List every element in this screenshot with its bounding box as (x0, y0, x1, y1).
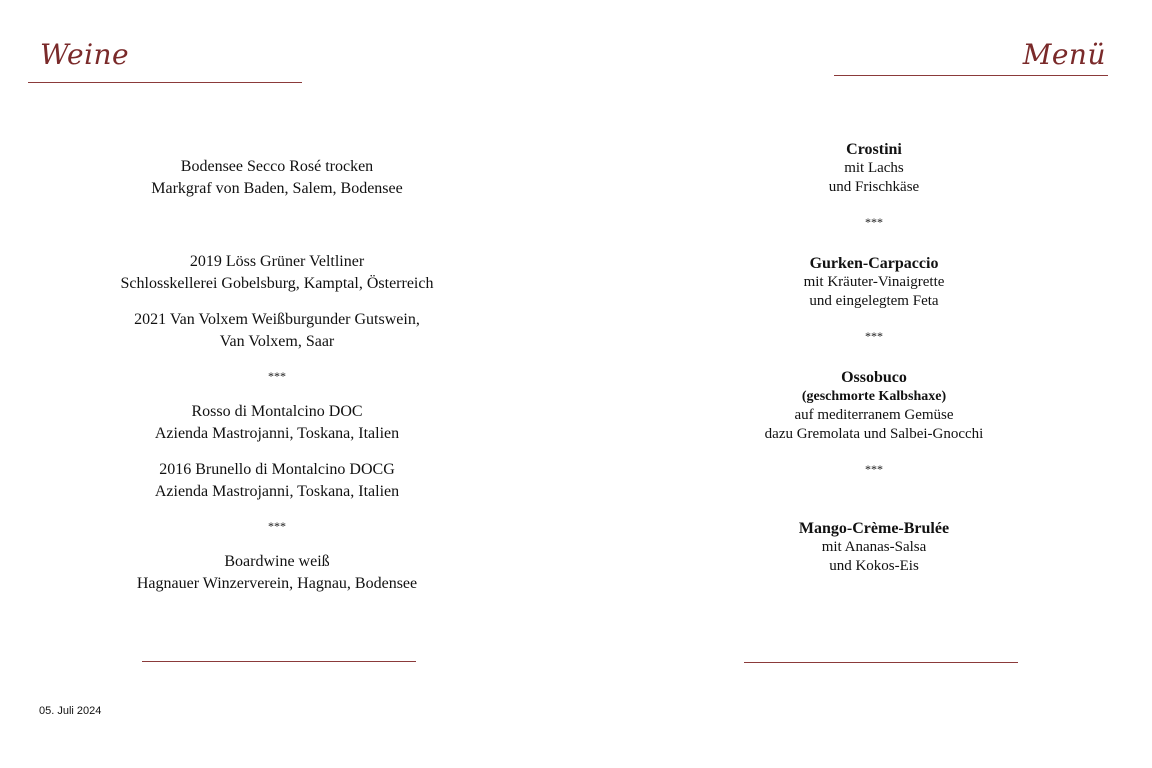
course-line: auf mediterranem Gemüse (794, 407, 954, 423)
menu-list (724, 140, 1024, 576)
course-line: mit Ananas-Salsa (821, 539, 927, 555)
wine-item (60, 401, 494, 445)
course-line: dazu Gremolata und Salbei-Gnocchi (764, 426, 984, 442)
wine-item (60, 309, 494, 353)
wines-heading: Weine (40, 38, 130, 71)
wine-item (60, 156, 494, 200)
menu-heading: Menü (1022, 38, 1106, 71)
wine-item (60, 251, 494, 295)
course-title: Gurken-Carpaccio (809, 255, 939, 272)
heading-underline-right (834, 75, 1108, 76)
wine-name: 2019 Löss Grüner Veltliner (189, 253, 365, 270)
separator: *** (865, 329, 883, 343)
separator: *** (865, 462, 883, 476)
course-line: mit Kräuter-Vinaigrette (803, 274, 945, 290)
wine-list (60, 156, 494, 595)
separator: *** (268, 369, 286, 383)
wine-item (60, 459, 494, 503)
course-title: Mango-Crème-Brulée (798, 520, 950, 537)
wine-origin: Azienda Mastrojanni, Toskana, Italien (154, 425, 400, 442)
wine-name: 2016 Brunello di Montalcino DOCG (159, 461, 395, 478)
wine-item (60, 551, 494, 595)
wine-origin: Markgraf von Baden, Salem, Bodensee (151, 180, 403, 197)
wine-origin: Schlosskellerei Gobelsburg, Kamptal, Österreich (120, 275, 434, 292)
wine-name: Bodensee Secco Rosé trocken (180, 158, 374, 175)
footer-rule-left (142, 661, 416, 662)
heading-underline-left (28, 82, 302, 83)
wine-origin: Hagnauer Winzerverein, Hagnau, Bodensee (136, 575, 418, 592)
separator: *** (865, 215, 883, 229)
menu-course (724, 368, 1024, 444)
wine-name: 2021 Van Volxem Weißburgunder Gutswein, (134, 311, 420, 328)
menu-course (724, 254, 1024, 311)
course-subtitle: (geschmorte Kalbshaxe) (801, 389, 947, 404)
menu-course (724, 140, 1024, 197)
wine-name: Boardwine weiß (224, 553, 330, 570)
course-line: und eingelegtem Feta (809, 293, 939, 309)
course-line: mit Lachs (844, 160, 904, 176)
course-line: und Frischkäse (828, 179, 920, 195)
wine-name: Rosso di Montalcino DOC (191, 403, 363, 420)
footer-rule-right (744, 662, 1018, 663)
course-title: Crostini (846, 141, 902, 158)
document-date: 05. Juli 2024 (39, 705, 102, 717)
course-line: und Kokos-Eis (829, 558, 919, 574)
separator: *** (268, 519, 286, 533)
course-title: Ossobuco (841, 369, 907, 386)
menu-course (724, 519, 1024, 576)
wine-origin: Azienda Mastrojanni, Toskana, Italien (154, 483, 400, 500)
wine-origin: Van Volxem, Saar (219, 333, 335, 350)
